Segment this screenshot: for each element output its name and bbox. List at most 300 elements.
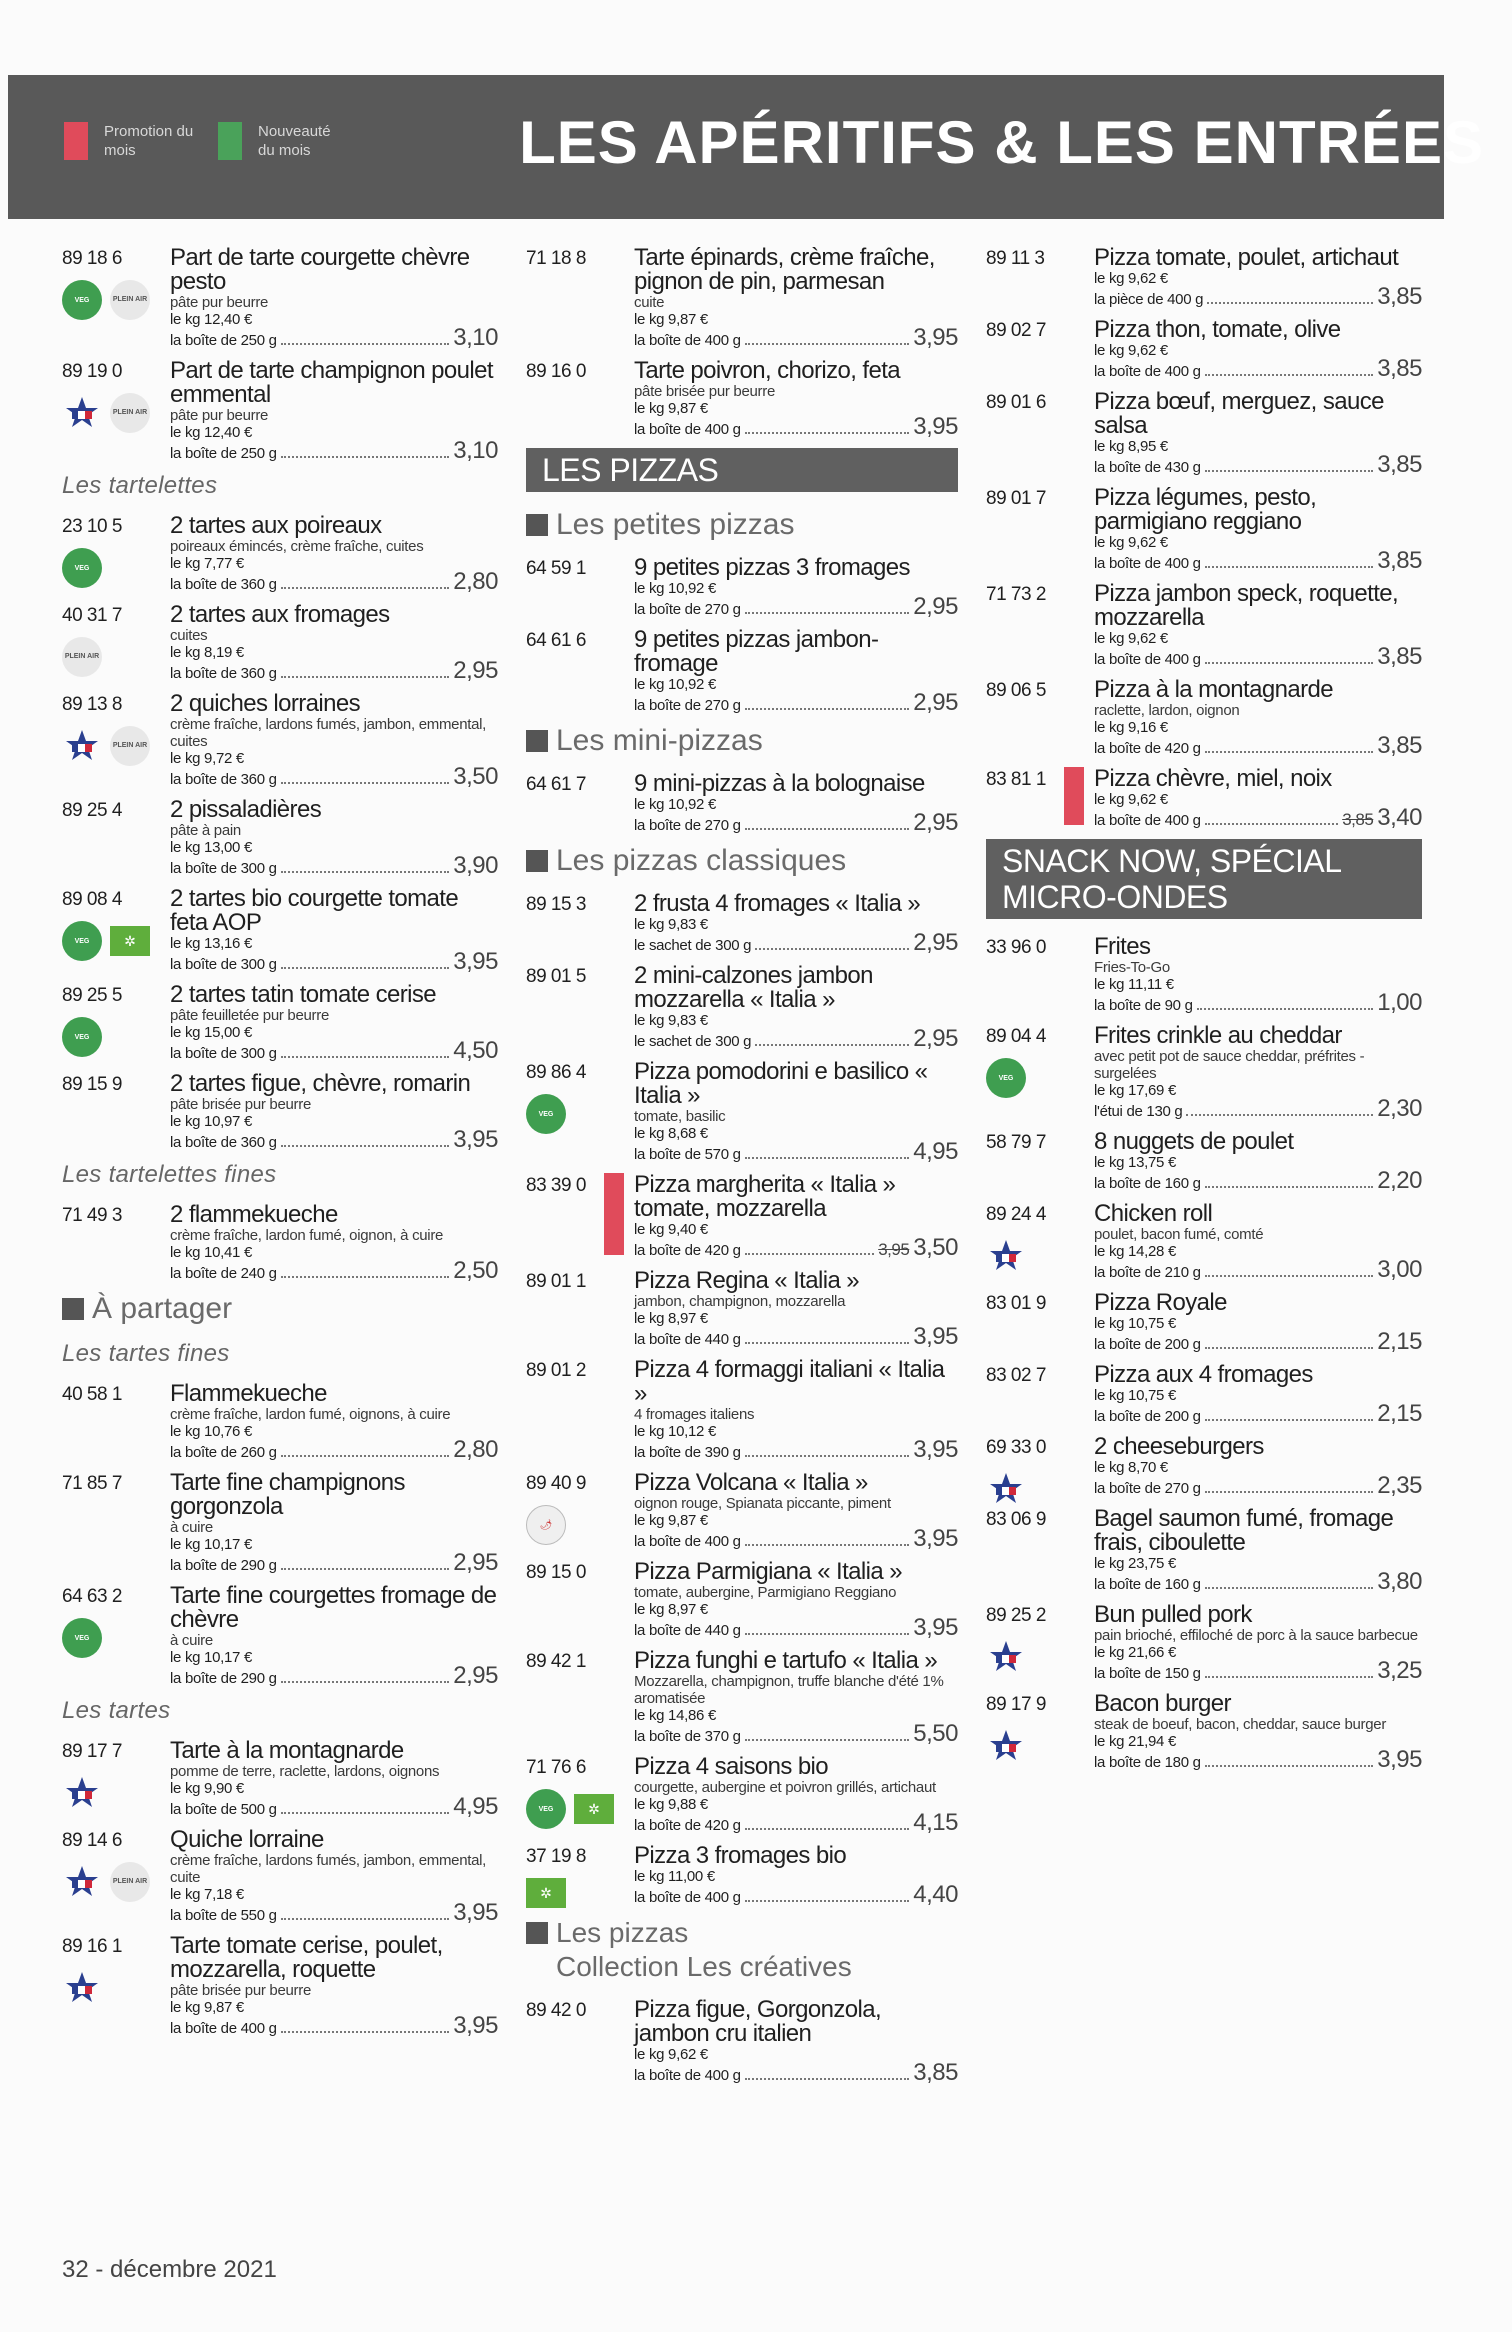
product-name: Pizza bœuf, merguez, sauce salsa xyxy=(1094,388,1384,439)
price-row xyxy=(634,1525,958,1552)
dot-leader xyxy=(1205,566,1374,568)
dot-leader xyxy=(281,2031,450,2033)
package-size: la boîte de 420 g xyxy=(1094,740,1201,757)
current-price: 4,50 xyxy=(453,1037,498,1064)
product-name: 2 tartes aux poireaux xyxy=(170,512,382,539)
current-price: 2,95 xyxy=(913,593,958,620)
price-per-kg: le kg 9,62 € xyxy=(1094,791,1168,808)
price-row xyxy=(634,1234,958,1261)
legend-nouveaute-label: Nouveauté du mois xyxy=(258,123,331,159)
price-row xyxy=(1094,1095,1422,1122)
price-per-kg: le kg 21,66 € xyxy=(1094,1644,1176,1661)
price-row xyxy=(170,657,498,684)
product-item xyxy=(526,359,958,440)
product-item xyxy=(986,582,1422,670)
package-size: la pièce de 400 g xyxy=(1094,291,1204,308)
french-origin-badge-icon xyxy=(986,1637,1026,1677)
product-description: raclette, lardon, oignon xyxy=(1094,702,1240,719)
package-size: la boîte de 440 g xyxy=(634,1331,741,1348)
package-size: la boîte de 250 g xyxy=(170,445,277,462)
price-row xyxy=(1094,283,1422,310)
product-badges xyxy=(526,1789,614,1829)
section-square-icon xyxy=(526,1922,548,1944)
product-badges xyxy=(986,1637,1026,1677)
current-price: 2,30 xyxy=(1377,1095,1422,1122)
product-code: 71 76 6 xyxy=(526,1757,586,1778)
dot-leader xyxy=(745,1544,910,1546)
product-description: oignon rouge, Spianata piccante, piment xyxy=(634,1495,891,1512)
dot-leader xyxy=(281,1918,450,1920)
current-price: 3,85 xyxy=(913,2059,958,2086)
current-price: 2,95 xyxy=(913,929,958,956)
product-price xyxy=(1377,1746,1422,1773)
dot-leader xyxy=(1205,1347,1374,1349)
price-per-kg: le kg 8,97 € xyxy=(634,1601,708,1618)
product-code: 89 15 0 xyxy=(526,1562,586,1583)
dot-leader xyxy=(281,1145,450,1147)
product-description: pâte à pain xyxy=(170,822,241,839)
product-price xyxy=(913,1809,958,1836)
product-description: avec petit pot de sauce cheddar, préfrites - surgelées xyxy=(1094,1048,1365,1082)
dot-leader xyxy=(1205,1186,1374,1188)
product-code: 71 85 7 xyxy=(62,1473,122,1494)
current-price: 2,15 xyxy=(1377,1400,1422,1427)
price-per-kg: le kg 14,86 € xyxy=(634,1707,716,1724)
product-item xyxy=(986,246,1422,310)
price-row xyxy=(1094,1657,1422,1684)
package-size: la boîte de 400 g xyxy=(634,421,741,438)
package-size: la boîte de 260 g xyxy=(170,1444,277,1461)
product-name: 2 tartes figue, chèvre, romarin xyxy=(170,1070,471,1097)
package-size: la boîte de 270 g xyxy=(634,817,741,834)
product-description: poireaux émincés, crème fraîche, cuites xyxy=(170,538,424,555)
price-row xyxy=(170,763,498,790)
product-price xyxy=(453,763,498,790)
price-row xyxy=(634,1138,958,1165)
product-price xyxy=(1377,1256,1422,1283)
current-price: 3,95 xyxy=(453,948,498,975)
product-price xyxy=(453,1257,498,1284)
product-name: Chicken roll xyxy=(1094,1200,1213,1227)
current-price: 3,85 xyxy=(1377,283,1422,310)
product-name: Tarte tomate cerise, poulet, mozzarella, roquette xyxy=(170,1932,443,1983)
product-price xyxy=(913,809,958,836)
current-price: 3,50 xyxy=(913,1234,958,1261)
price-row xyxy=(1094,1256,1422,1283)
product-badges xyxy=(986,1236,1026,1276)
price-row xyxy=(170,1126,498,1153)
product-description: cuite xyxy=(634,294,665,311)
section-square-icon xyxy=(526,730,548,752)
current-price: 2,95 xyxy=(453,1662,498,1689)
product-price xyxy=(453,1899,498,1926)
product-code: 89 02 7 xyxy=(986,320,1046,341)
plein-air-badge-icon: PLEIN AIR xyxy=(110,280,150,320)
current-price: 2,95 xyxy=(913,689,958,716)
price-per-kg: le kg 7,18 € xyxy=(170,1886,244,1903)
product-name: Pizza Parmigiana « Italia » xyxy=(634,1558,902,1585)
price-row xyxy=(170,2012,498,2039)
section-heading xyxy=(526,508,958,542)
category-heading: Les tartelettes xyxy=(62,472,218,499)
package-size: la boîte de 400 g xyxy=(1094,363,1201,380)
vegetarian-badge-icon: VEG xyxy=(986,1058,1026,1098)
product-item xyxy=(526,1060,958,1165)
product-price xyxy=(1377,1472,1422,1499)
price-per-kg: le kg 10,92 € xyxy=(634,796,716,813)
price-per-kg: le kg 9,83 € xyxy=(634,1012,708,1029)
product-item xyxy=(986,486,1422,574)
product-price xyxy=(913,1720,958,1747)
current-price: 2,15 xyxy=(1377,1328,1422,1355)
product-name: 8 nuggets de poulet xyxy=(1094,1128,1294,1155)
section-heading xyxy=(62,1292,498,1326)
product-item xyxy=(526,1358,958,1463)
product-description: tomate, basilic xyxy=(634,1108,726,1125)
package-size: la boîte de 300 g xyxy=(170,860,277,877)
product-code: 37 19 8 xyxy=(526,1846,586,1867)
dot-leader xyxy=(745,1342,910,1344)
product-name: 2 quiches lorraines xyxy=(170,690,361,717)
product-badges xyxy=(62,1618,102,1658)
product-badges xyxy=(62,393,150,433)
product-name: Pizza aux 4 fromages xyxy=(1094,1361,1313,1388)
dot-leader xyxy=(1205,1676,1374,1678)
price-row xyxy=(170,1662,498,1689)
price-per-kg: le kg 17,69 € xyxy=(1094,1082,1176,1099)
product-code: 40 58 1 xyxy=(62,1384,122,1405)
product-description: steak de boeuf, bacon, cheddar, sauce burger xyxy=(1094,1716,1387,1733)
product-description: tomate, aubergine, Parmigiano Reggiano xyxy=(634,1584,897,1601)
french-origin-badge-icon xyxy=(986,1236,1026,1276)
current-price: 3,90 xyxy=(453,852,498,879)
product-name: Pizza thon, tomate, olive xyxy=(1094,316,1341,343)
current-price: 1,00 xyxy=(1377,989,1422,1016)
price-row xyxy=(634,593,958,620)
vegetarian-badge-icon: VEG xyxy=(62,1618,102,1658)
price-per-kg: le kg 9,40 € xyxy=(634,1221,708,1238)
product-item xyxy=(526,772,958,836)
package-size: le sachet de 300 g xyxy=(634,1033,752,1050)
current-price: 3,95 xyxy=(913,1436,958,1463)
price-row xyxy=(1094,355,1422,382)
price-row xyxy=(170,852,498,879)
product-name: Pizza pomodorini e basilico « Italia » xyxy=(634,1058,928,1109)
package-size: la boîte de 400 g xyxy=(1094,812,1201,829)
current-price: 4,40 xyxy=(913,1881,958,1908)
product-code: 89 04 4 xyxy=(986,1026,1046,1047)
product-badges xyxy=(62,637,102,677)
price-per-kg: le kg 10,12 € xyxy=(634,1423,716,1440)
current-price: 2,95 xyxy=(913,809,958,836)
price-per-kg: le kg 10,97 € xyxy=(170,1113,252,1130)
product-code: 71 49 3 xyxy=(62,1205,122,1226)
french-origin-badge-icon xyxy=(62,393,102,433)
package-size: la boîte de 430 g xyxy=(1094,459,1201,476)
dot-leader xyxy=(1205,751,1374,753)
product-item xyxy=(986,390,1422,478)
product-name: 2 flammekueche xyxy=(170,1201,338,1228)
product-item xyxy=(986,1692,1422,1773)
product-item xyxy=(526,1471,958,1552)
product-price xyxy=(453,568,498,595)
product-code: 64 61 6 xyxy=(526,630,586,651)
current-price: 3,40 xyxy=(1377,804,1422,831)
product-name: 9 petites pizzas jambon-fromage xyxy=(634,626,879,677)
price-per-kg: le kg 8,95 € xyxy=(1094,438,1168,455)
current-price: 3,95 xyxy=(913,324,958,351)
product-code: 89 42 0 xyxy=(526,2000,586,2021)
product-name: Pizza jambon speck, roquette, mozzarella xyxy=(1094,580,1399,631)
product-price xyxy=(1377,989,1422,1016)
package-size: la boîte de 400 g xyxy=(634,1889,741,1906)
product-price xyxy=(913,593,958,620)
product-code: 64 59 1 xyxy=(526,558,586,579)
product-name: Bacon burger xyxy=(1094,1690,1231,1717)
product-name: Tarte fine courgettes fromage de chèvre xyxy=(170,1582,497,1633)
product-description: pâte pur beurre xyxy=(170,294,269,311)
product-item xyxy=(62,514,498,595)
product-description: Fries-To-Go xyxy=(1094,959,1170,976)
dot-leader xyxy=(1205,1419,1374,1421)
product-price xyxy=(913,1025,958,1052)
price-per-kg: le kg 9,87 € xyxy=(634,311,708,328)
package-size: la boîte de 570 g xyxy=(634,1146,741,1163)
product-code: 64 63 2 xyxy=(62,1586,122,1607)
price-per-kg: le kg 9,83 € xyxy=(634,916,708,933)
product-price xyxy=(1377,1328,1422,1355)
column-right xyxy=(986,246,1422,1781)
price-row xyxy=(634,1720,958,1747)
current-price: 3,95 xyxy=(1377,1746,1422,1773)
french-origin-badge-icon xyxy=(986,1726,1026,1766)
column-left xyxy=(62,246,498,2047)
section-heading-text: Les mini-pizzas xyxy=(556,724,763,757)
promotion-marker xyxy=(604,1173,624,1255)
dot-leader xyxy=(1205,374,1374,376)
product-badges xyxy=(62,1968,102,2008)
package-size: la boîte de 200 g xyxy=(1094,1336,1201,1353)
promotion-marker xyxy=(1064,767,1084,825)
page-title: LES APÉRITIFS & LES ENTRÉES xyxy=(519,109,1484,176)
product-item xyxy=(62,798,498,879)
product-name: 2 tartes bio courgette tomate feta AOP xyxy=(170,885,459,936)
product-description: crème fraîche, lardon fumé, oignon, à cuire xyxy=(170,1227,444,1244)
product-item xyxy=(986,1130,1422,1194)
product-code: 89 17 9 xyxy=(986,1694,1046,1715)
price-per-kg: le kg 21,94 € xyxy=(1094,1733,1176,1750)
product-item xyxy=(986,1435,1422,1499)
product-description: courgette, aubergine et poivron grillés, artichaut xyxy=(634,1779,936,1796)
current-price: 2,35 xyxy=(1377,1472,1422,1499)
product-code: 89 17 7 xyxy=(62,1741,122,1762)
price-row xyxy=(1094,643,1422,670)
vegetarian-badge-icon: VEG xyxy=(62,1017,102,1057)
current-price: 4,95 xyxy=(913,1138,958,1165)
product-item xyxy=(62,1934,498,2039)
price-per-kg: le kg 11,00 € xyxy=(634,1868,715,1885)
current-price: 3,85 xyxy=(1377,451,1422,478)
product-description: pâte brisée pur beurre xyxy=(634,383,775,400)
category-heading: Les tartelettes fines xyxy=(62,1161,277,1188)
package-size: la boîte de 250 g xyxy=(170,332,277,349)
product-item xyxy=(526,1269,958,1350)
product-item xyxy=(526,1755,958,1836)
dot-leader xyxy=(281,967,450,969)
product-item xyxy=(62,983,498,1064)
product-badges xyxy=(986,1726,1026,1766)
price-row xyxy=(170,324,498,351)
product-code: 89 13 8 xyxy=(62,694,122,715)
current-price: 4,95 xyxy=(453,1793,498,1820)
product-price xyxy=(453,852,498,879)
product-description: à cuire xyxy=(170,1519,213,1536)
product-price xyxy=(913,324,958,351)
product-item xyxy=(526,1560,958,1641)
price-row xyxy=(1094,1167,1422,1194)
section-heading-text: Les pizzas xyxy=(556,1917,689,1948)
product-name: Pizza 4 formaggi italiani « Italia » xyxy=(634,1356,945,1407)
product-item xyxy=(62,1382,498,1463)
dot-leader xyxy=(281,1812,450,1814)
product-description: jambon, champignon, mozzarella xyxy=(634,1293,846,1310)
current-price: 3,85 xyxy=(1377,355,1422,382)
product-code: 58 79 7 xyxy=(986,1132,1046,1153)
product-price xyxy=(878,1234,958,1261)
dot-leader xyxy=(755,1044,909,1046)
dot-leader xyxy=(745,1253,875,1255)
product-code: 89 16 0 xyxy=(526,361,586,382)
product-name: Tarte à la montagnarde xyxy=(170,1737,404,1764)
package-size: la boîte de 290 g xyxy=(170,1670,277,1687)
product-description: pâte pur beurre xyxy=(170,407,269,424)
product-description: pâte feuilletée pur beurre xyxy=(170,1007,329,1024)
current-price: 2,95 xyxy=(453,657,498,684)
price-per-kg: le kg 9,62 € xyxy=(1094,270,1168,287)
price-row xyxy=(1094,547,1422,574)
price-per-kg: le kg 10,92 € xyxy=(634,580,716,597)
price-per-kg: le kg 10,76 € xyxy=(170,1423,252,1440)
section-heading xyxy=(526,844,958,878)
price-per-kg: le kg 9,16 € xyxy=(1094,719,1168,736)
product-name: Part de tarte courgette chèvre pesto xyxy=(170,244,470,295)
product-price xyxy=(1377,547,1422,574)
product-item xyxy=(986,1603,1422,1684)
nouveaute-swatch xyxy=(218,122,242,160)
product-price xyxy=(1377,1568,1422,1595)
product-name: Pizza figue, Gorgonzola, jambon cru italien xyxy=(634,1996,882,2047)
dot-leader xyxy=(281,1056,450,1058)
dot-leader xyxy=(281,1681,450,1683)
product-badges xyxy=(986,1469,1026,1509)
package-size: la boîte de 500 g xyxy=(170,1801,277,1818)
product-name: Tarte épinards, crème fraîche, pignon de pin, parmesan xyxy=(634,244,935,295)
price-per-kg: le kg 9,62 € xyxy=(1094,342,1168,359)
product-item xyxy=(62,246,498,351)
package-size: la boîte de 160 g xyxy=(1094,1175,1201,1192)
plein-air-badge-icon: PLEIN AIR xyxy=(110,1862,150,1902)
price-per-kg: le kg 9,72 € xyxy=(170,750,244,767)
price-per-kg: le kg 12,40 € xyxy=(170,424,252,441)
current-price: 2,50 xyxy=(453,1257,498,1284)
product-price xyxy=(1377,451,1422,478)
product-code: 89 40 9 xyxy=(526,1473,586,1494)
price-row xyxy=(170,437,498,464)
page-footer: 32 - décembre 2021 xyxy=(62,2256,277,2283)
product-code: 89 01 7 xyxy=(986,488,1046,509)
product-code: 89 16 1 xyxy=(62,1936,122,1957)
product-item xyxy=(526,246,958,351)
package-size: la boîte de 420 g xyxy=(634,1817,741,1834)
price-per-kg: le kg 14,28 € xyxy=(1094,1243,1176,1260)
product-price xyxy=(913,1138,958,1165)
package-size: la boîte de 420 g xyxy=(634,1242,741,1259)
product-price xyxy=(913,413,958,440)
price-per-kg: le kg 9,87 € xyxy=(170,1999,244,2016)
package-size: la boîte de 270 g xyxy=(1094,1480,1201,1497)
product-price xyxy=(1377,1657,1422,1684)
price-row xyxy=(1094,451,1422,478)
price-row xyxy=(634,689,958,716)
section-square-icon xyxy=(526,514,548,536)
price-per-kg: le kg 9,62 € xyxy=(1094,630,1168,647)
product-description: crème fraîche, lardons fumés, jambon, emmental, cuite xyxy=(170,1852,487,1886)
product-code: 69 33 0 xyxy=(986,1437,1046,1458)
product-description: pain brioché, effiloché de porc à la sauce barbecue xyxy=(1094,1627,1418,1644)
price-per-kg: le kg 23,75 € xyxy=(1094,1555,1176,1572)
current-price: 5,50 xyxy=(913,1720,958,1747)
product-name: 9 mini-pizzas à la bolognaise xyxy=(634,770,925,797)
organic-eu-leaf-icon: ✲ xyxy=(110,926,150,956)
italian-spicy-badge-icon: 🌶 xyxy=(526,1505,566,1545)
package-size: la boîte de 400 g xyxy=(634,2067,741,2084)
product-item xyxy=(62,1203,498,1284)
product-code: 89 19 0 xyxy=(62,361,122,382)
price-row xyxy=(1094,989,1422,1016)
price-per-kg: le kg 9,87 € xyxy=(634,400,708,417)
product-name: Tarte fine champignons gorgonzola xyxy=(170,1469,405,1520)
product-description: Mozzarella, champignon, truffe blanche d'été 1% aromatisée xyxy=(634,1673,944,1707)
dot-leader xyxy=(1205,823,1339,825)
section-heading-line2: Collection Les créatives xyxy=(556,1951,852,1982)
package-size: la boîte de 400 g xyxy=(634,332,741,349)
product-price xyxy=(1377,643,1422,670)
price-per-kg: le kg 10,17 € xyxy=(170,1649,252,1666)
package-size: la boîte de 210 g xyxy=(1094,1264,1201,1281)
category-heading: Les tartes xyxy=(62,1697,171,1724)
dot-leader xyxy=(745,1157,910,1159)
dot-leader xyxy=(1205,1275,1374,1277)
product-badges xyxy=(62,1017,102,1057)
price-row xyxy=(170,1549,498,1576)
dot-leader xyxy=(745,1633,910,1635)
promotion-swatch xyxy=(64,122,88,160)
price-per-kg: le kg 8,97 € xyxy=(634,1310,708,1327)
current-price: 2,95 xyxy=(453,1549,498,1576)
current-price: 2,80 xyxy=(453,1436,498,1463)
price-row xyxy=(1094,732,1422,759)
product-name: Pizza chèvre, miel, noix xyxy=(1094,765,1332,792)
product-item xyxy=(986,318,1422,382)
old-price: 3,95 xyxy=(878,1240,910,1259)
current-price: 3,95 xyxy=(913,413,958,440)
dot-leader xyxy=(281,587,450,589)
product-code: 89 08 4 xyxy=(62,889,122,910)
section-heading-text: À partager xyxy=(92,1292,233,1325)
dot-leader xyxy=(755,948,909,950)
product-badges xyxy=(62,921,150,961)
current-price: 3,95 xyxy=(453,1899,498,1926)
